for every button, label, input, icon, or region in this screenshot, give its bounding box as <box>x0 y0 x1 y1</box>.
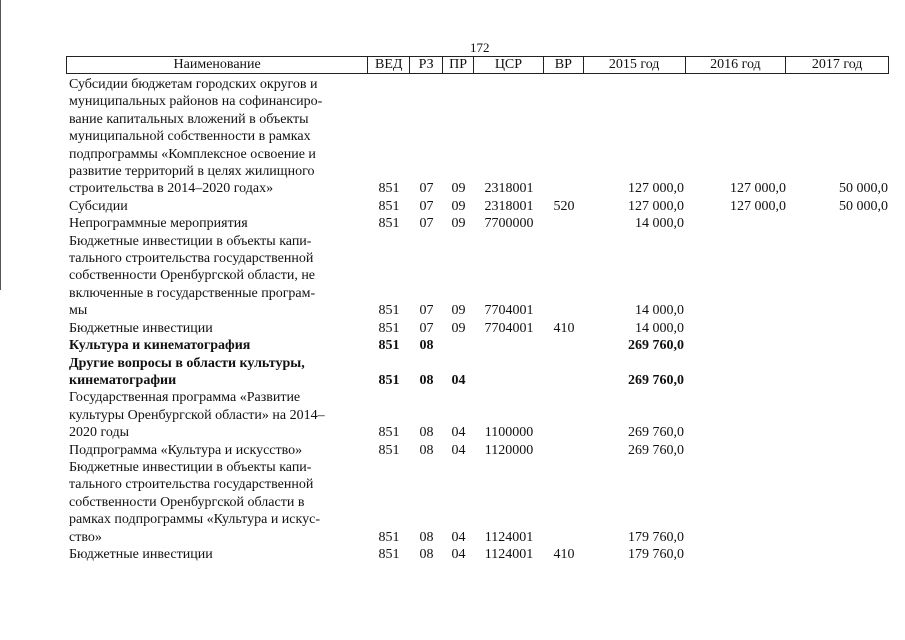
cell-pr: 04 <box>451 529 466 545</box>
row-name <box>66 389 368 441</box>
table-row <box>66 198 889 215</box>
row-name-line: тального строительства государственной <box>69 251 314 267</box>
cell-rz: 08 <box>419 546 434 562</box>
cell-csr: 2318001 <box>484 181 534 197</box>
scan-margin-line <box>0 0 1 290</box>
page-number: 172 <box>470 40 490 55</box>
cell-pr: 09 <box>451 181 466 197</box>
cell-pr: 04 <box>451 425 466 441</box>
row-name-line: тального строительства государственной <box>69 477 314 493</box>
cell-2015: 179 760,0 <box>628 546 684 562</box>
row-name <box>66 337 368 354</box>
cell-pr: 09 <box>451 216 466 232</box>
header-pr: ПР <box>443 57 474 73</box>
cell-ved: 851 <box>378 425 400 441</box>
row-name-line: Государственная программа «Развитие <box>69 390 301 406</box>
cell-rz: 07 <box>419 303 434 319</box>
cell-pr: 04 <box>451 372 466 388</box>
cell-rz: 08 <box>419 442 434 458</box>
cell-ved: 851 <box>378 546 400 562</box>
row-name-line: Бюджетные инвестиции <box>69 320 213 336</box>
table-body <box>66 76 889 563</box>
row-name-line: Культура и кинематография <box>69 338 251 354</box>
table-row <box>66 459 889 546</box>
row-name-line: Бюджетные инвестиции в объекты капи- <box>69 233 312 249</box>
cell-ved: 851 <box>378 320 400 336</box>
cell-2017: 50 000,0 <box>839 181 888 197</box>
header-2016: 2016 год <box>686 57 787 73</box>
cell-2015: 127 000,0 <box>628 181 684 197</box>
cell-csr: 1124001 <box>484 529 534 545</box>
row-name-line: культуры Оренбургской области» на 2014– <box>69 407 325 423</box>
header-2015: 2015 год <box>584 57 686 73</box>
cell-2015: 14 000,0 <box>635 303 684 319</box>
cell-2015: 179 760,0 <box>628 529 684 545</box>
table-header <box>66 56 889 74</box>
cell-csr: 7700000 <box>484 216 534 232</box>
row-name-line: ство» <box>69 529 102 545</box>
cell-2015: 269 760,0 <box>628 338 684 354</box>
cell-ved: 851 <box>378 338 400 354</box>
cell-ved: 851 <box>378 181 400 197</box>
cell-2015: 269 760,0 <box>628 372 684 388</box>
cell-csr: 7704001 <box>484 303 534 319</box>
table-row <box>66 233 889 320</box>
row-name-line: Другие вопросы в области культуры, <box>69 355 305 371</box>
header-ved: ВЕД <box>368 57 410 73</box>
cell-pr: 09 <box>451 320 466 336</box>
row-name-line: вание капитальных вложений в объекты <box>69 111 309 127</box>
table-row <box>66 546 889 563</box>
row-name-line: включенные в государственные програм- <box>69 285 316 301</box>
header-csr: ЦСР <box>474 57 544 73</box>
row-name-line: Подпрограмма «Культура и искусство» <box>69 442 303 458</box>
cell-2015: 127 000,0 <box>628 198 684 214</box>
row-name-line: развитие территорий в целях жилищного <box>69 164 315 180</box>
row-name <box>66 76 368 198</box>
cell-rz: 07 <box>419 216 434 232</box>
cell-2017: 50 000,0 <box>839 198 888 214</box>
cell-rz: 07 <box>419 320 434 336</box>
cell-2015: 269 760,0 <box>628 442 684 458</box>
row-name-line: рамках подпрограммы «Культура и искус- <box>69 512 320 528</box>
header-vr: ВР <box>544 57 584 73</box>
row-name-line: муниципальной собственности в рамках <box>69 129 311 145</box>
table-row <box>66 337 889 354</box>
row-name <box>66 233 368 320</box>
cell-ved: 851 <box>378 372 400 388</box>
row-name <box>66 355 368 390</box>
cell-csr: 7704001 <box>484 320 534 336</box>
cell-2015: 14 000,0 <box>635 216 684 232</box>
row-name <box>66 442 368 459</box>
cell-2016: 127 000,0 <box>730 181 786 197</box>
table-row <box>66 355 889 390</box>
cell-2015: 14 000,0 <box>635 320 684 336</box>
cell-csr: 1120000 <box>484 442 534 458</box>
cell-ved: 851 <box>378 216 400 232</box>
row-name-line: собственности Оренбургской области, не <box>69 268 316 284</box>
row-name <box>66 459 368 546</box>
cell-ved: 851 <box>378 303 400 319</box>
row-name-line: подпрограммы «Комплексное освоение и <box>69 146 316 162</box>
row-name-line: 2020 годы <box>69 425 130 441</box>
cell-vr: 410 <box>553 546 575 562</box>
cell-csr: 1100000 <box>484 425 534 441</box>
cell-rz: 07 <box>419 198 434 214</box>
row-name <box>66 546 368 563</box>
header-rz: РЗ <box>410 57 443 73</box>
row-name-line: муниципальных районов на софинансиро- <box>69 94 323 110</box>
cell-ved: 851 <box>378 529 400 545</box>
cell-rz: 08 <box>419 529 434 545</box>
cell-vr: 520 <box>553 198 575 214</box>
cell-ved: 851 <box>378 442 400 458</box>
cell-rz: 08 <box>419 425 434 441</box>
cell-vr: 410 <box>553 320 575 336</box>
cell-pr: 09 <box>451 198 466 214</box>
table-row <box>66 389 889 441</box>
row-name-line: Субсидии <box>69 198 128 214</box>
table-row <box>66 442 889 459</box>
row-name <box>66 198 368 215</box>
row-name-line: кинематографии <box>69 372 177 388</box>
header-name: Наименование <box>67 57 368 73</box>
cell-2016: 127 000,0 <box>730 198 786 214</box>
cell-pr: 09 <box>451 303 466 319</box>
row-name-line: строительства в 2014–2020 годах» <box>69 181 274 197</box>
cell-csr: 2318001 <box>484 198 534 214</box>
header-2017: 2017 год <box>811 57 863 72</box>
cell-csr: 1124001 <box>484 546 534 562</box>
table-row <box>66 76 889 198</box>
cell-2015: 269 760,0 <box>628 425 684 441</box>
cell-pr: 04 <box>451 442 466 458</box>
cell-rz: 07 <box>419 181 434 197</box>
cell-rz: 08 <box>419 372 434 388</box>
cell-rz: 08 <box>419 338 434 354</box>
row-name-line: Непрограммные мероприятия <box>69 216 248 232</box>
row-name-line: Бюджетные инвестиции <box>69 546 213 562</box>
row-name-line: Бюджетные инвестиции в объекты капи- <box>69 459 312 475</box>
row-name-line: мы <box>69 303 88 319</box>
row-name <box>66 320 368 337</box>
cell-pr: 04 <box>451 546 466 562</box>
row-name-line: собственности Оренбургской области в <box>69 494 305 510</box>
table-row <box>66 215 889 232</box>
row-name <box>66 215 368 232</box>
row-name-line: Субсидии бюджетам городских округов и <box>69 77 318 92</box>
cell-ved: 851 <box>378 198 400 214</box>
table-row <box>66 320 889 337</box>
